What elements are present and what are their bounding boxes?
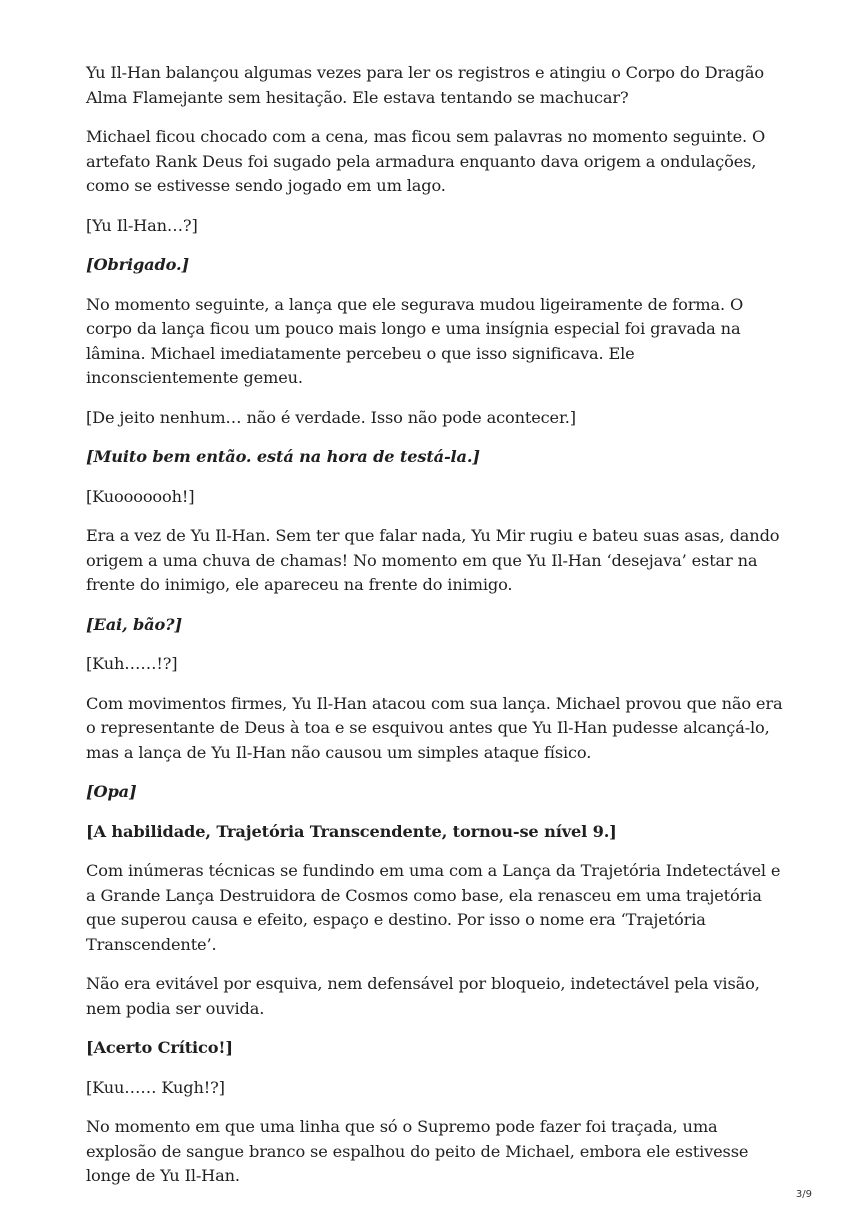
paragraph: [Kuooooooh!] [86, 486, 195, 506]
document-page [86, 61, 786, 1204]
paragraph: Com inúmeras técnicas se fundindo em uma com a Lança da Trajetória Indetectável e a Grande Lança Destruidora de Cosmos como base, ela renasceu em uma trajetória que superou causa e efeito, espaço e destino. Por isso o nome era ‘Trajetória Transcendente’. [86, 861, 781, 954]
paragraph: [Obrigado.] [86, 255, 190, 274]
page-number: 3/9 [795, 1189, 812, 1200]
paragraph: Era a vez de Yu Il-Han. Sem ter que falar nada, Yu Mir rugiu e bateu suas asas, dando origem a uma chuva de chamas! No momento em que Yu Il-Han ‘desejava’ estar na frente do inimigo, ele apareceu na frente do inimigo. [86, 526, 780, 594]
paragraph: [A habilidade, Trajetória Transcendente, tornou-se nível 9.] [86, 821, 617, 841]
paragraph: No momento seguinte, a lança que ele segurava mudou ligeiramente de forma. O corpo da lança ficou um pouco mais longo e uma insígnia especial foi gravada na lâmina. Michael imediatamente percebeu o que isso significava. Ele inconscientemente gemeu. [86, 294, 744, 387]
paragraph: [Eai, bão?] [86, 614, 183, 634]
paragraph: [Kuu…… Kugh!?] [86, 1077, 225, 1097]
paragraph: No momento em que uma linha que só o Supremo pode fazer foi traçada, uma explosão de sangue branco se espalhou do peito de Michael, embora ele estivesse longe de Yu Il-Han. [86, 1117, 749, 1185]
paragraph: [Acerto Crítico!] [86, 1038, 233, 1057]
paragraph: Yu Il-Han balançou algumas vezes para ler os registros e atingiu o Corpo do Dragão Alma Flamejante sem hesitação. Ele estava tentando se machucar? [86, 63, 764, 107]
paragraph: [Opa] [86, 782, 137, 801]
paragraph: [De jeito nenhum… não é verdade. Isso não pode acontecer.] [86, 407, 576, 427]
paragraph: Não era evitável por esquiva, nem defensável por bloqueio, indetectável pela visão, nem podia ser ouvida. [86, 974, 760, 1018]
paragraph: Michael ficou chocado com a cena, mas ficou sem palavras no momento seguinte. O artefato Rank Deus foi sugado pela armadura enquanto dava origem a ondulações, como se estivesse sendo jogado em um lago. [86, 127, 766, 195]
paragraph: [Kuh……!?] [86, 654, 178, 673]
paragraph: Com movimentos firmes, Yu Il-Han atacou com sua lança. Michael provou que não era o representante de Deus à toa e se esquivou antes que Yu Il-Han pudesse alcançá-lo, mas a lança de Yu Il-Han não causou um simples ataque físico. [86, 693, 783, 762]
paragraph: [Yu Il-Han…?] [86, 215, 198, 235]
paragraph: [Muito bem então. está na hora de testá-la.] [86, 447, 480, 466]
